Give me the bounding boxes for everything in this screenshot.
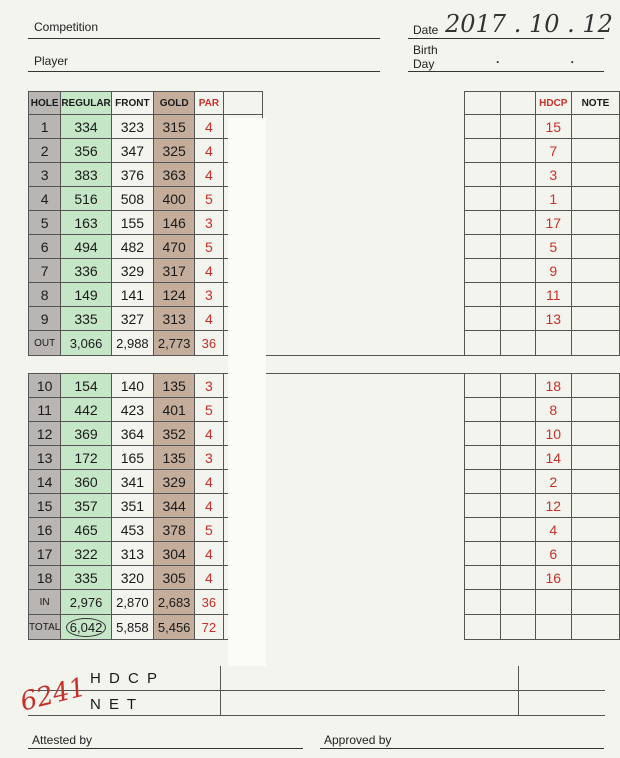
hole-number: 10 [29, 374, 61, 398]
birth-label: Birth [413, 43, 438, 57]
front-yardage: 364 [111, 422, 153, 446]
par-value: 5 [195, 518, 223, 542]
par-value: 3 [195, 446, 223, 470]
hole-handicap: 2 [535, 470, 571, 494]
note-cell [571, 139, 619, 163]
hole-score-3 [501, 494, 536, 518]
regular-yardage: 154 [61, 374, 111, 398]
hole-score-3 [501, 115, 536, 139]
hole-handicap: 6 [535, 542, 571, 566]
out-row-par: 36 [195, 331, 223, 356]
hole-row [29, 235, 620, 259]
hole-handicap: 12 [535, 494, 571, 518]
header-row [29, 92, 620, 115]
hole-score-3 [501, 307, 536, 331]
hole-row [29, 259, 620, 283]
hole-blank [262, 235, 464, 259]
hole-handicap: 9 [535, 259, 571, 283]
hole-row [29, 446, 620, 470]
regular-yardage: 322 [61, 542, 111, 566]
col-gold-header: GOLD [154, 92, 195, 115]
note-cell [571, 518, 619, 542]
net-label: N E T [90, 696, 139, 713]
gold-yardage: 352 [154, 422, 195, 446]
hole-score-2 [464, 542, 500, 566]
hole-number: 9 [29, 307, 61, 331]
circled-total: 6,042 [66, 618, 107, 637]
scorecard-table [28, 91, 620, 640]
hole-score-3 [501, 259, 536, 283]
note-cell [571, 446, 619, 470]
hole-score-2 [464, 307, 500, 331]
gold-yardage: 317 [154, 259, 195, 283]
in-row-blank [262, 590, 464, 615]
out-row-blank [262, 331, 464, 356]
gold-yardage: 124 [154, 283, 195, 307]
hole-number: 11 [29, 398, 61, 422]
par-value: 4 [195, 542, 223, 566]
hole-blank [262, 259, 464, 283]
hole-blank [262, 283, 464, 307]
par-value: 4 [195, 139, 223, 163]
hole-score-2 [464, 422, 500, 446]
note-cell [571, 307, 619, 331]
hole-row [29, 470, 620, 494]
total-row-label: TOTAL [29, 615, 61, 640]
col-note-header: NOTE [571, 92, 619, 115]
hole-handicap: 5 [535, 235, 571, 259]
hole-handicap: 4 [535, 518, 571, 542]
date-field-line [408, 38, 604, 39]
hole-handicap: 17 [535, 211, 571, 235]
hole-number: 8 [29, 283, 61, 307]
note-cell [571, 422, 619, 446]
gold-yardage: 329 [154, 470, 195, 494]
hole-handicap: 3 [535, 163, 571, 187]
regular-yardage: 465 [61, 518, 111, 542]
par-value: 4 [195, 566, 223, 590]
hole-score-2 [464, 518, 500, 542]
front-yardage: 453 [111, 518, 153, 542]
hole-score-2 [464, 446, 500, 470]
gold-yardage: 135 [154, 374, 195, 398]
hole-row [29, 283, 620, 307]
front-yardage: 351 [111, 494, 153, 518]
par-value: 3 [195, 374, 223, 398]
hole-handicap: 16 [535, 566, 571, 590]
hole-handicap: 1 [535, 187, 571, 211]
note-cell [571, 566, 619, 590]
hole-number: 4 [29, 187, 61, 211]
front-yardage: 376 [111, 163, 153, 187]
gold-yardage: 363 [154, 163, 195, 187]
regular-yardage: 442 [61, 398, 111, 422]
note-cell [571, 115, 619, 139]
regular-yardage: 149 [61, 283, 111, 307]
par-value: 5 [195, 187, 223, 211]
hole-blank [262, 398, 464, 422]
gold-yardage: 470 [154, 235, 195, 259]
hole-score-3 [501, 398, 536, 422]
par-value: 4 [195, 422, 223, 446]
hole-row [29, 211, 620, 235]
gold-yardage: 378 [154, 518, 195, 542]
note-cell [571, 259, 619, 283]
front-yardage: 329 [111, 259, 153, 283]
front-yardage: 140 [111, 374, 153, 398]
hole-row [29, 518, 620, 542]
hole-score-3 [501, 446, 536, 470]
hole-number: 17 [29, 542, 61, 566]
out-row-note [571, 331, 619, 356]
out-row-regular: 3,066 [61, 331, 111, 356]
hole-score-2 [464, 187, 500, 211]
hole-score-2 [464, 211, 500, 235]
hole-score-3 [501, 283, 536, 307]
front-yardage: 327 [111, 307, 153, 331]
par-value: 4 [195, 259, 223, 283]
hole-score-2 [464, 163, 500, 187]
out-row-hdcp [535, 331, 571, 356]
gold-yardage: 400 [154, 187, 195, 211]
regular-yardage: 334 [61, 115, 111, 139]
hole-handicap: 10 [535, 422, 571, 446]
regular-yardage: 172 [61, 446, 111, 470]
out-row-gold: 2,773 [154, 331, 195, 356]
regular-yardage: 335 [61, 566, 111, 590]
hole-blank [262, 211, 464, 235]
note-cell [571, 211, 619, 235]
front-yardage: 482 [111, 235, 153, 259]
total-row-score-2 [464, 615, 500, 640]
hole-number: 18 [29, 566, 61, 590]
birth-field-line [408, 71, 604, 72]
header-blank [262, 92, 464, 115]
hole-row [29, 115, 620, 139]
hole-number: 5 [29, 211, 61, 235]
hole-number: 12 [29, 422, 61, 446]
hole-score-2 [464, 374, 500, 398]
in-row-regular: 2,976 [61, 590, 111, 615]
total-row-blank [262, 615, 464, 640]
hole-row [29, 139, 620, 163]
hole-score-2 [464, 283, 500, 307]
hole-handicap: 18 [535, 374, 571, 398]
gold-yardage: 304 [154, 542, 195, 566]
note-cell [571, 494, 619, 518]
competition-field-line [28, 38, 380, 39]
in-row-front: 2,870 [111, 590, 153, 615]
hole-handicap: 7 [535, 139, 571, 163]
hole-score-2 [464, 566, 500, 590]
regular-yardage: 494 [61, 235, 111, 259]
hole-number: 13 [29, 446, 61, 470]
section-gap [29, 356, 620, 374]
hole-blank [262, 374, 464, 398]
hole-number: 2 [29, 139, 61, 163]
regular-yardage: 335 [61, 307, 111, 331]
par-value: 4 [195, 307, 223, 331]
attested-by-line [28, 748, 303, 749]
note-cell [571, 235, 619, 259]
in-row-note [571, 590, 619, 615]
out-row-score-3 [501, 331, 536, 356]
hole-blank [262, 494, 464, 518]
in-row-label: IN [29, 590, 61, 615]
hole-score-2 [464, 235, 500, 259]
regular-yardage: 360 [61, 470, 111, 494]
player-field-line [28, 71, 380, 72]
regular-yardage: 163 [61, 211, 111, 235]
hole-score-3 [501, 422, 536, 446]
regular-yardage: 336 [61, 259, 111, 283]
note-cell [571, 470, 619, 494]
hole-row [29, 542, 620, 566]
hole-row [29, 374, 620, 398]
out-row-score-2 [464, 331, 500, 356]
in-row-hdcp [535, 590, 571, 615]
hole-score-3 [501, 470, 536, 494]
hole-blank [262, 566, 464, 590]
hole-blank [262, 307, 464, 331]
hole-row [29, 307, 620, 331]
total-row-par: 72 [195, 615, 223, 640]
header-score-2 [464, 92, 500, 115]
note-cell [571, 283, 619, 307]
birth-dots: . . [496, 52, 609, 66]
hole-handicap: 11 [535, 283, 571, 307]
hole-blank [262, 115, 464, 139]
front-yardage: 320 [111, 566, 153, 590]
hdcp-label: H D C P [90, 670, 160, 687]
col-par-header: PAR [195, 92, 223, 115]
in-row-par: 36 [195, 590, 223, 615]
hole-score-2 [464, 115, 500, 139]
front-yardage: 508 [111, 187, 153, 211]
total-row [29, 615, 620, 640]
gold-yardage: 313 [154, 307, 195, 331]
hole-number: 7 [29, 259, 61, 283]
in-row-score-3 [501, 590, 536, 615]
front-yardage: 141 [111, 283, 153, 307]
hole-number: 6 [29, 235, 61, 259]
header-score-1 [223, 92, 262, 115]
hole-number: 3 [29, 163, 61, 187]
gold-yardage: 135 [154, 446, 195, 470]
out-row-label: OUT [29, 331, 61, 356]
hole-score-3 [501, 566, 536, 590]
competition-label: Competition [34, 20, 99, 34]
hole-row [29, 163, 620, 187]
note-cell [571, 187, 619, 211]
gold-yardage: 344 [154, 494, 195, 518]
hole-score-2 [464, 494, 500, 518]
hole-score-3 [501, 187, 536, 211]
total-row-hdcp [535, 615, 571, 640]
hole-row [29, 566, 620, 590]
hole-number: 15 [29, 494, 61, 518]
in-row [29, 590, 620, 615]
par-value: 5 [195, 398, 223, 422]
col-hole-header: HOLE [29, 92, 61, 115]
par-value: 3 [195, 283, 223, 307]
date-label: Date [413, 23, 439, 37]
approved-by-line [320, 748, 604, 749]
note-cell [571, 163, 619, 187]
hole-score-3 [501, 139, 536, 163]
approved-by-label: Approved by [324, 733, 392, 747]
gold-yardage: 325 [154, 139, 195, 163]
date-value: 2017 . 10 . 12 [445, 10, 613, 38]
front-yardage: 423 [111, 398, 153, 422]
front-yardage: 313 [111, 542, 153, 566]
hole-handicap: 8 [535, 398, 571, 422]
regular-yardage: 369 [61, 422, 111, 446]
hole-score-2 [464, 470, 500, 494]
gold-yardage: 315 [154, 115, 195, 139]
gap-cell [29, 356, 620, 374]
front-yardage: 347 [111, 139, 153, 163]
gold-yardage: 146 [154, 211, 195, 235]
par-value: 5 [195, 235, 223, 259]
note-cell [571, 542, 619, 566]
hole-handicap: 13 [535, 307, 571, 331]
front-yardage: 155 [111, 211, 153, 235]
gold-yardage: 401 [154, 398, 195, 422]
front-yardage: 341 [111, 470, 153, 494]
header-score-3 [501, 92, 536, 115]
hole-blank [262, 446, 464, 470]
total-row-front: 5,858 [111, 615, 153, 640]
total-row-regular [61, 615, 111, 640]
front-yardage: 323 [111, 115, 153, 139]
day-label: Day [413, 57, 435, 71]
in-row-score-2 [464, 590, 500, 615]
attested-by-label: Attested by [32, 733, 93, 747]
hole-score-2 [464, 398, 500, 422]
par-value: 4 [195, 115, 223, 139]
hole-score-3 [501, 163, 536, 187]
handwritten-total: 6241 [17, 672, 89, 718]
hole-score-3 [501, 518, 536, 542]
col-regular-header: REGULAR [61, 92, 111, 115]
hole-blank [262, 139, 464, 163]
hole-blank [262, 422, 464, 446]
hole-number: 16 [29, 518, 61, 542]
total-row-gold: 5,456 [154, 615, 195, 640]
col-front-header: FRONT [111, 92, 153, 115]
hole-blank [262, 163, 464, 187]
hole-handicap: 14 [535, 446, 571, 470]
tape-strip [228, 118, 266, 666]
hole-blank [262, 518, 464, 542]
player-label: Player [34, 54, 69, 68]
col-hdcp-header: HDCP [535, 92, 571, 115]
front-yardage: 165 [111, 446, 153, 470]
hole-number: 1 [29, 115, 61, 139]
in-row-gold: 2,683 [154, 590, 195, 615]
hole-blank [262, 542, 464, 566]
note-cell [571, 398, 619, 422]
gold-yardage: 305 [154, 566, 195, 590]
hole-number: 14 [29, 470, 61, 494]
hole-row [29, 187, 620, 211]
hole-handicap: 15 [535, 115, 571, 139]
note-cell [571, 374, 619, 398]
hole-score-3 [501, 211, 536, 235]
hole-score-2 [464, 139, 500, 163]
regular-yardage: 516 [61, 187, 111, 211]
par-value: 3 [195, 211, 223, 235]
hole-row [29, 398, 620, 422]
par-value: 4 [195, 163, 223, 187]
hole-score-3 [501, 235, 536, 259]
total-row-note [571, 615, 619, 640]
hole-row [29, 422, 620, 446]
hole-blank [262, 470, 464, 494]
hole-score-3 [501, 542, 536, 566]
hole-score-3 [501, 374, 536, 398]
par-value: 4 [195, 470, 223, 494]
out-row-front: 2,988 [111, 331, 153, 356]
out-row [29, 331, 620, 356]
total-row-score-3 [501, 615, 536, 640]
regular-yardage: 357 [61, 494, 111, 518]
hole-blank [262, 187, 464, 211]
par-value: 4 [195, 494, 223, 518]
regular-yardage: 356 [61, 139, 111, 163]
hole-row [29, 494, 620, 518]
hole-score-2 [464, 259, 500, 283]
regular-yardage: 383 [61, 163, 111, 187]
